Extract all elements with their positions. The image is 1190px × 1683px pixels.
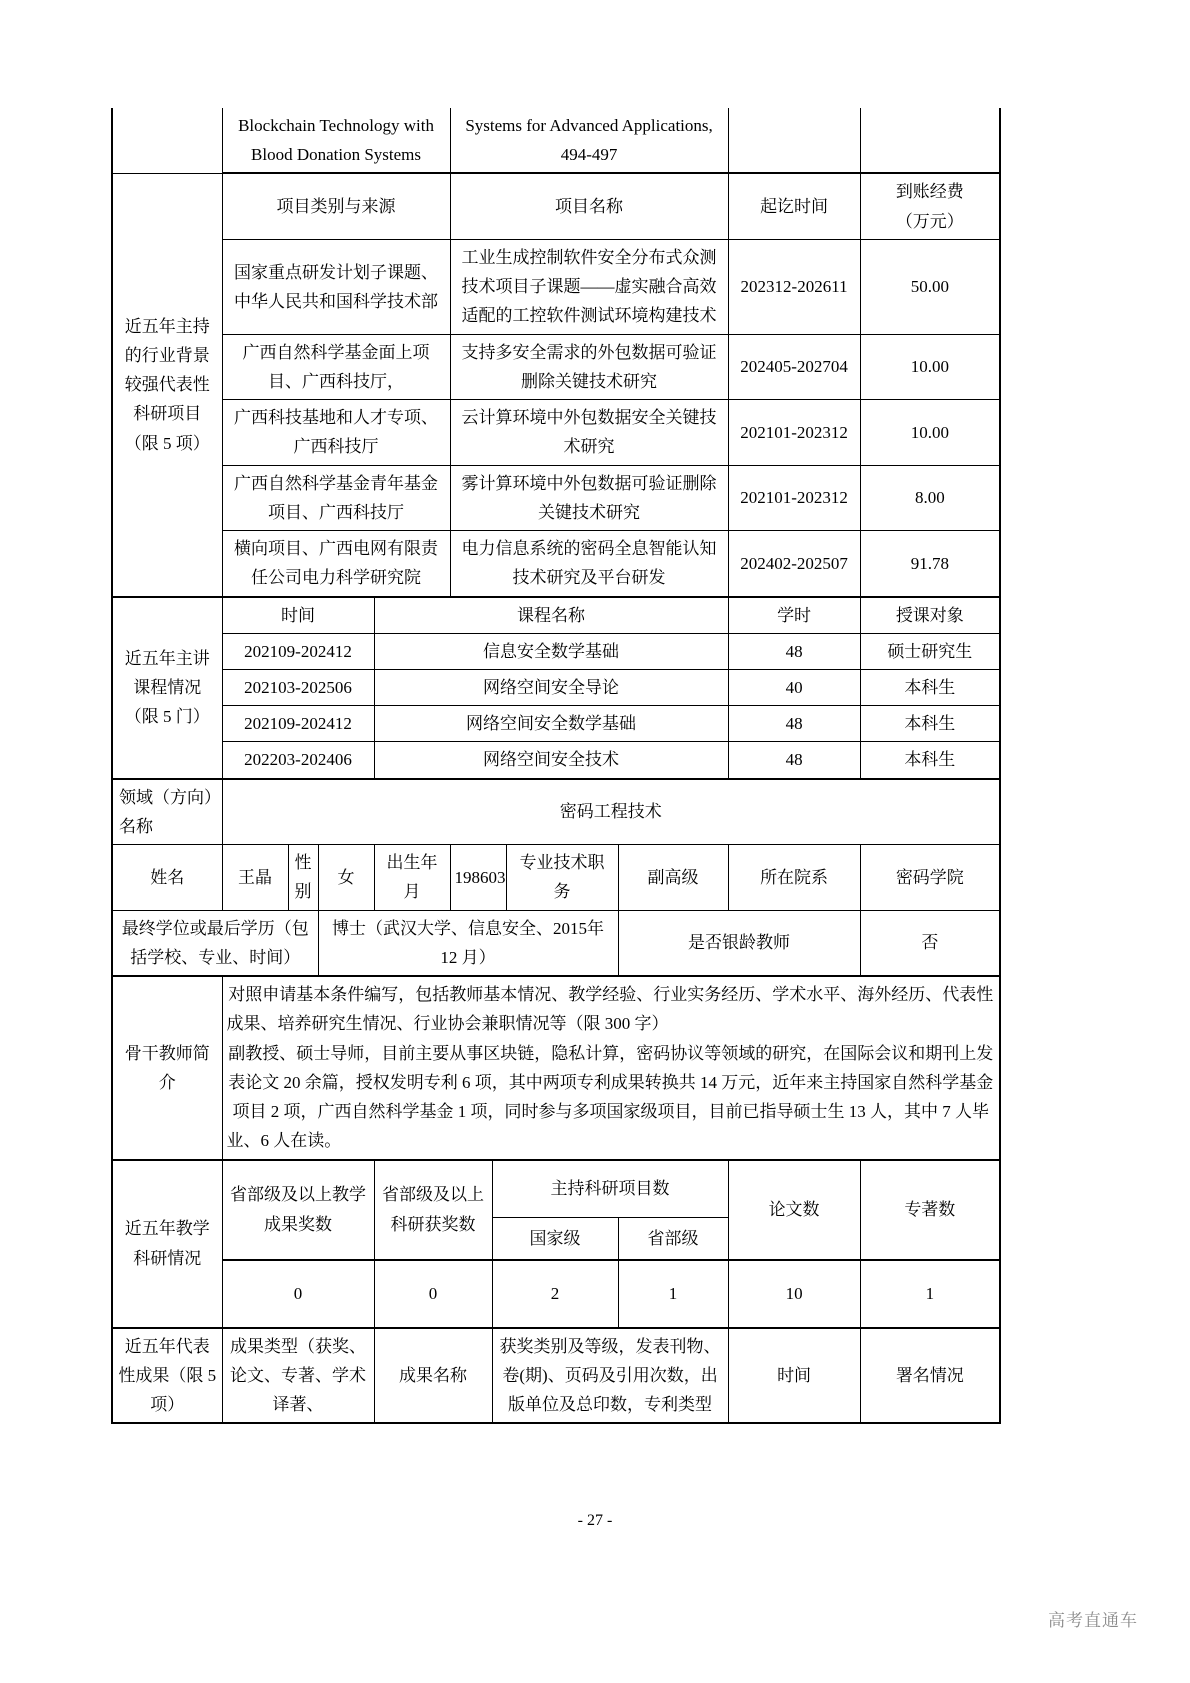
table-row-stats-values — [112, 1260, 1000, 1328]
achievements-header-signature: 署名情况 — [860, 1328, 1000, 1424]
project-funding-1: 50.00 — [860, 239, 1000, 334]
senior-teacher-value: 否 — [860, 910, 1000, 976]
project-funding-2: 10.00 — [860, 334, 1000, 399]
project-funding-3: 10.00 — [860, 400, 1000, 465]
watermark-text: 高考直通车 — [1048, 1611, 1138, 1630]
project-name-5: 电力信息系统的密码全息智能认知技术研究及平台研发 — [450, 531, 728, 597]
projects-section-label: 近五年主持的行业背景较强代表性科研项目（限 5 项） — [112, 173, 222, 596]
person-name-value: 王晶 — [222, 845, 288, 910]
table-row-course-1 — [112, 633, 1000, 669]
table-row-achievements-header — [112, 1328, 1000, 1424]
project-period-3: 202101-202312 — [728, 400, 860, 465]
degree-label: 最终学位或最后学历（包括学校、专业、时间） — [112, 910, 318, 976]
stats-header-national: 国家级 — [492, 1218, 618, 1260]
course-hours-1: 48 — [728, 633, 860, 669]
table-row-stats-header — [112, 1160, 1000, 1218]
degree-value: 博士（武汉大学、信息安全、2015年 12 月） — [318, 910, 618, 976]
stats-value-monographs: 1 — [860, 1260, 1000, 1328]
stats-section-label: 近五年教学科研情况 — [112, 1160, 222, 1328]
person-gender-value: 女 — [318, 845, 374, 910]
courses-section-label: 近五年主讲课程情况（限 5 门） — [112, 597, 222, 779]
project-category-3: 广西科技基地和人才专项、广西科技厅 — [222, 400, 450, 465]
project-category-1: 国家重点研发计划子课题、中华人民共和国科学技术部 — [222, 239, 450, 334]
project-funding-5: 91.78 — [860, 531, 1000, 597]
project-name-1: 工业生成控制软件安全分布式众测技术项目子课题——虚实融合高效适配的工控软件测试环境构建技术 — [450, 239, 728, 334]
table-row-course-4 — [112, 742, 1000, 779]
course-time-1: 202109-202412 — [222, 633, 374, 669]
project-name-3: 云计算环境中外包数据安全关键技术研究 — [450, 400, 728, 465]
table-row-courses-header — [112, 597, 1000, 634]
course-hours-4: 48 — [728, 742, 860, 779]
table-row-degree — [112, 910, 1000, 976]
project-period-2: 202405-202704 — [728, 334, 860, 399]
person-title-value: 副高级 — [618, 845, 728, 910]
course-time-2: 202103-202506 — [222, 669, 374, 705]
course-audience-3: 本科生 — [860, 706, 1000, 742]
achievements-header-name: 成果名称 — [374, 1328, 492, 1424]
publication-title-cell: Blockchain Technology with Blood Donation Systems — [222, 108, 450, 173]
stats-value-papers: 10 — [728, 1260, 860, 1328]
projects-header-name: 项目名称 — [450, 173, 728, 239]
stats-header-provincial: 省部级 — [618, 1218, 728, 1260]
stats-value-research-awards: 0 — [374, 1260, 492, 1328]
achievements-header-details: 获奖类别及等级，发表刊物、卷(期)、页码及引用次数，出版单位及总印数，专利类型 — [492, 1328, 728, 1424]
course-name-2: 网络空间安全导论 — [374, 669, 728, 705]
person-birth-label: 出生年月 — [374, 845, 450, 910]
stats-header-teaching-awards: 省部级及以上教学成果奖数 — [222, 1160, 374, 1260]
stats-header-papers: 论文数 — [728, 1160, 860, 1260]
table-row-bio — [112, 976, 1000, 1159]
table-row-project-1 — [112, 239, 1000, 334]
course-hours-2: 40 — [728, 669, 860, 705]
table-row-person-info — [112, 845, 1000, 910]
bio-cell — [222, 976, 1000, 1159]
project-period-5: 202402-202507 — [728, 531, 860, 597]
project-name-4: 雾计算环境中外包数据可验证删除关键技术研究 — [450, 465, 728, 530]
course-time-4: 202203-202406 — [222, 742, 374, 779]
publication-signature-cell — [860, 108, 1000, 173]
publication-source-cell: Systems for Advanced Applications, 494-497 — [450, 108, 728, 173]
page-number: - 27 - — [577, 1512, 613, 1529]
course-name-1: 信息安全数学基础 — [374, 633, 728, 669]
courses-header-audience: 授课对象 — [860, 597, 1000, 634]
table-row-project-2 — [112, 334, 1000, 399]
field-name-label: 领域（方向）名称 — [112, 779, 222, 845]
courses-header-time: 时间 — [222, 597, 374, 634]
course-audience-4: 本科生 — [860, 742, 1000, 779]
project-period-4: 202101-202312 — [728, 465, 860, 530]
projects-header-funding-line1: 到账经费 — [895, 182, 964, 202]
person-dept-value: 密码学院 — [860, 845, 1000, 910]
stats-header-hosted-projects: 主持科研项目数 — [492, 1160, 728, 1218]
project-name-2: 支持多安全需求的外包数据可验证删除关键技术研究 — [450, 334, 728, 399]
stats-value-national: 2 — [492, 1260, 618, 1328]
stats-value-provincial: 1 — [618, 1260, 728, 1328]
project-category-5: 横向项目、广西电网有限责任公司电力科学研究院 — [222, 531, 450, 597]
achievements-header-time: 时间 — [728, 1328, 860, 1424]
table-row-project-5 — [112, 531, 1000, 597]
stats-header-research-awards: 省部级及以上科研获奖数 — [374, 1160, 492, 1260]
person-dept-label: 所在院系 — [728, 845, 860, 910]
person-name-label: 姓名 — [112, 845, 222, 910]
project-period-1: 202312-202611 — [728, 239, 860, 334]
table-row-project-4 — [112, 465, 1000, 530]
stats-value-teaching-awards: 0 — [222, 1260, 374, 1328]
projects-header-funding — [860, 173, 1000, 239]
course-name-3: 网络空间安全数学基础 — [374, 706, 728, 742]
bio-label: 骨干教师简介 — [112, 976, 222, 1159]
course-audience-1: 硕士研究生 — [860, 633, 1000, 669]
main-form-table — [111, 108, 1001, 1424]
project-category-4: 广西自然科学基金青年基金项目、广西科技厅 — [222, 465, 450, 530]
bio-content: 副教授、硕士导师，目前主要从事区块链，隐私计算，密码协议等领域的研究，在国际会议和期刊上发表论文 20 余篇，授权发明专利 6 项，其中两项专利成果转换共 14 万元，近年来主持国家自然科学基金项目 2 项，广西自然科学基金 1 项，同时参与多项国家级项目，目前已指导硕士生 13 人，其中 7 人毕业、6 人在读。 — [226, 1043, 994, 1151]
stats-header-monographs: 专著数 — [860, 1160, 1000, 1260]
course-hours-3: 48 — [728, 706, 860, 742]
bio-instruction: 对照申请基本条件编写，包括教师基本情况、教学经验、行业实务经历、学术水平、海外经历、代表性成果、培养研究生情况、行业协会兼职情况等（限 300 字） — [226, 985, 994, 1034]
course-time-3: 202109-202412 — [222, 706, 374, 742]
person-birth-value: 198603 — [450, 845, 506, 910]
table-row-continued-publication — [112, 108, 1000, 173]
empty-label-cell — [112, 108, 222, 173]
publication-time-cell — [728, 108, 860, 173]
projects-header-period: 起讫时间 — [728, 173, 860, 239]
table-row-projects-header — [112, 173, 1000, 239]
person-title-label: 专业技术职 务 — [506, 845, 618, 910]
senior-teacher-label: 是否银龄教师 — [618, 910, 860, 976]
projects-header-funding-line2: （万元） — [895, 211, 964, 231]
courses-header-name: 课程名称 — [374, 597, 728, 634]
project-category-2: 广西自然科学基金面上项目、广西科技厅， — [222, 334, 450, 399]
course-name-4: 网络空间安全技术 — [374, 742, 728, 779]
achievements-header-type: 成果类型（获奖、论文、专著、学术译著、 — [222, 1328, 374, 1424]
table-row-course-2 — [112, 669, 1000, 705]
person-gender-label: 性别 — [288, 845, 318, 910]
projects-header-category: 项目类别与来源 — [222, 173, 450, 239]
courses-header-hours: 学时 — [728, 597, 860, 634]
project-funding-4: 8.00 — [860, 465, 1000, 530]
table-row-field-name — [112, 779, 1000, 845]
table-row-course-3 — [112, 706, 1000, 742]
table-row-project-3 — [112, 400, 1000, 465]
course-audience-2: 本科生 — [860, 669, 1000, 705]
achievements-section-label: 近五年代表性成果（限 5 项） — [112, 1328, 222, 1424]
field-name-value: 密码工程技术 — [222, 779, 1000, 845]
